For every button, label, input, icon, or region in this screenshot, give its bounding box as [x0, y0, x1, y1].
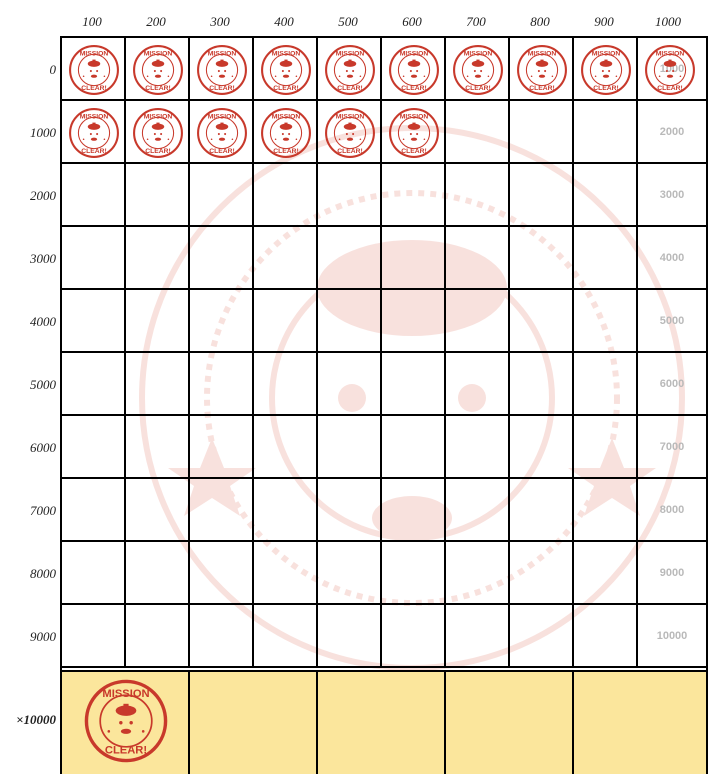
stamp-cell[interactable] — [382, 479, 446, 542]
bonus-cell[interactable] — [574, 672, 706, 774]
mission-clear-stamp — [388, 107, 440, 159]
stamp-cell[interactable] — [318, 227, 382, 290]
svg-text:MISSION: MISSION — [463, 49, 493, 57]
column-header-700: 700 — [466, 14, 486, 29]
stamp-cell[interactable] — [574, 101, 638, 164]
mission-clear-stamp — [132, 44, 184, 96]
stamp-cell[interactable] — [126, 164, 190, 227]
svg-text:CLEAR!: CLEAR! — [273, 84, 299, 92]
bonus-cell[interactable] — [190, 672, 318, 774]
stamp-cell[interactable] — [382, 605, 446, 668]
stamp-cell[interactable] — [190, 542, 254, 605]
svg-text:CLEAR!: CLEAR! — [593, 84, 619, 92]
stamp-cell[interactable] — [126, 353, 190, 416]
stamp-cell[interactable] — [382, 164, 446, 227]
stamp-cell[interactable] — [382, 416, 446, 479]
column-header-100: 100 — [82, 14, 102, 29]
mission-clear-stamp — [644, 44, 696, 96]
mission-clear-stamp — [68, 44, 120, 96]
svg-text:CLEAR!: CLEAR! — [81, 147, 107, 155]
mission-clear-stamp — [324, 107, 376, 159]
stamp-cell[interactable] — [446, 164, 510, 227]
stamp-cell[interactable] — [126, 605, 190, 668]
stamp-cell[interactable] — [254, 290, 318, 353]
stamp-cell[interactable] — [382, 290, 446, 353]
mission-clear-stamp — [196, 44, 248, 96]
stamp-cell[interactable] — [446, 290, 510, 353]
stamp-cell[interactable] — [318, 353, 382, 416]
stamp-cell[interactable] — [254, 416, 318, 479]
stamp-grid — [60, 36, 708, 774]
stamp-cell[interactable] — [382, 353, 446, 416]
stamp-cell[interactable] — [510, 353, 574, 416]
row-total-label: 3000 — [659, 188, 685, 201]
stamp-cell[interactable] — [126, 542, 190, 605]
stamp-cell[interactable] — [190, 164, 254, 227]
column-header-1000: 1000 — [655, 14, 681, 29]
mission-clear-stamp — [83, 678, 169, 764]
bonus-cell[interactable] — [318, 672, 446, 774]
row-total-label: 5000 — [659, 314, 685, 327]
stamp-cell[interactable] — [510, 542, 574, 605]
stamp-cell[interactable] — [318, 416, 382, 479]
svg-text:CLEAR!: CLEAR! — [104, 744, 148, 757]
stamp-cell[interactable] — [510, 605, 574, 668]
stamp-cell[interactable] — [382, 542, 446, 605]
stamp-cell[interactable] — [574, 290, 638, 353]
row-total-label: 4000 — [659, 251, 685, 264]
svg-text:CLEAR!: CLEAR! — [145, 84, 171, 92]
stamp-cell[interactable] — [574, 479, 638, 542]
row-header-0: 0 — [49, 62, 56, 77]
row-total-label: 9000 — [659, 566, 685, 579]
stamp-cell[interactable] — [574, 542, 638, 605]
row-total-label: 7000 — [659, 440, 685, 453]
stamp-cell[interactable] — [510, 227, 574, 290]
svg-text:MISSION: MISSION — [271, 112, 301, 120]
mission-clear-stamp — [516, 44, 568, 96]
stamp-cell[interactable] — [574, 416, 638, 479]
stamp-cell[interactable] — [318, 290, 382, 353]
svg-text:MISSION: MISSION — [527, 49, 557, 57]
column-header-row — [60, 0, 708, 36]
stamp-cell[interactable] — [126, 416, 190, 479]
column-header-900: 900 — [594, 14, 614, 29]
mission-clear-stamp — [388, 44, 440, 96]
mission-clear-stamp — [132, 107, 184, 159]
stamp-cell[interactable] — [318, 479, 382, 542]
svg-text:CLEAR!: CLEAR! — [81, 84, 107, 92]
mission-clear-stamp — [196, 107, 248, 159]
row-header-7000: 7000 — [30, 503, 56, 518]
svg-text:MISSION: MISSION — [143, 49, 173, 57]
stamp-cell[interactable] — [446, 353, 510, 416]
svg-text:CLEAR!: CLEAR! — [337, 147, 363, 155]
stamp-cell[interactable] — [510, 290, 574, 353]
stamp-cell[interactable] — [254, 164, 318, 227]
row-header-2000: 2000 — [30, 188, 56, 203]
svg-text:CLEAR!: CLEAR! — [273, 147, 299, 155]
stamp-cell[interactable] — [62, 290, 126, 353]
mission-clear-stamp — [260, 107, 312, 159]
stamp-cell[interactable] — [126, 227, 190, 290]
stamp-cell[interactable] — [190, 290, 254, 353]
svg-text:CLEAR!: CLEAR! — [401, 147, 427, 155]
row-header-3000: 3000 — [30, 251, 56, 266]
stamp-cell[interactable] — [382, 227, 446, 290]
mission-clear-stamp — [68, 107, 120, 159]
svg-text:MISSION: MISSION — [271, 49, 301, 57]
stamp-cell[interactable] — [446, 101, 510, 164]
column-header-500: 500 — [338, 14, 358, 29]
stamp-cell[interactable] — [126, 479, 190, 542]
mission-clear-stamp — [260, 44, 312, 96]
stamp-cell[interactable] — [62, 227, 126, 290]
row-total-label: 6000 — [659, 377, 685, 390]
svg-text:MISSION: MISSION — [591, 49, 621, 57]
svg-text:MISSION: MISSION — [399, 49, 429, 57]
row-header-6000: 6000 — [30, 440, 56, 455]
stamp-cell[interactable] — [318, 542, 382, 605]
svg-text:MISSION: MISSION — [335, 112, 365, 120]
svg-text:MISSION: MISSION — [399, 112, 429, 120]
stamp-cell[interactable] — [254, 542, 318, 605]
stamp-cell[interactable] — [446, 416, 510, 479]
bonus-cell[interactable] — [446, 672, 574, 774]
svg-text:MISSION: MISSION — [655, 49, 685, 57]
stamp-cell[interactable] — [510, 416, 574, 479]
row-total-label: 2000 — [659, 125, 685, 138]
stamp-cell[interactable] — [446, 479, 510, 542]
svg-text:CLEAR!: CLEAR! — [209, 84, 235, 92]
row-header-9000: 9000 — [30, 629, 56, 644]
stamp-cell[interactable] — [446, 227, 510, 290]
stamp-cell[interactable] — [318, 605, 382, 668]
svg-text:MISSION: MISSION — [207, 112, 237, 120]
stamp-cell[interactable] — [510, 164, 574, 227]
stamp-cell[interactable] — [318, 164, 382, 227]
stamp-cell[interactable] — [126, 290, 190, 353]
stamp-cell[interactable] — [190, 416, 254, 479]
row-header-1000: 1000 — [30, 125, 56, 140]
mission-clear-stamp — [580, 44, 632, 96]
svg-text:CLEAR!: CLEAR! — [145, 147, 171, 155]
svg-text:CLEAR!: CLEAR! — [529, 84, 555, 92]
svg-text:MISSION: MISSION — [143, 112, 173, 120]
svg-text:MISSION: MISSION — [335, 49, 365, 57]
row-total-label: 1000 — [659, 62, 685, 75]
mission-clear-stamp — [324, 44, 376, 96]
stamp-cell[interactable] — [190, 227, 254, 290]
svg-text:CLEAR!: CLEAR! — [657, 84, 683, 92]
stamp-cell[interactable] — [254, 479, 318, 542]
svg-text:CLEAR!: CLEAR! — [465, 84, 491, 92]
stamp-cell[interactable] — [446, 605, 510, 668]
svg-text:MISSION: MISSION — [79, 49, 109, 57]
svg-text:CLEAR!: CLEAR! — [337, 84, 363, 92]
stamp-cell[interactable] — [190, 353, 254, 416]
row-header-8000: 8000 — [30, 566, 56, 581]
row-header-4000: 4000 — [30, 314, 56, 329]
row-total-label: 10000 — [656, 629, 688, 642]
bonus-row-label: ×10000 — [16, 712, 56, 727]
stamp-cell[interactable] — [510, 479, 574, 542]
stamp-cell[interactable] — [62, 605, 126, 668]
svg-text:CLEAR!: CLEAR! — [209, 147, 235, 155]
column-header-400: 400 — [274, 14, 294, 29]
stamp-cell[interactable] — [62, 353, 126, 416]
svg-text:MISSION: MISSION — [102, 687, 150, 700]
stamp-cell[interactable] — [574, 227, 638, 290]
stamp-cell[interactable] — [510, 101, 574, 164]
stamp-cell[interactable] — [446, 542, 510, 605]
svg-text:CLEAR!: CLEAR! — [401, 84, 427, 92]
row-header-5000: 5000 — [30, 377, 56, 392]
svg-text:MISSION: MISSION — [79, 112, 109, 120]
svg-text:MISSION: MISSION — [207, 49, 237, 57]
stamp-cell[interactable] — [62, 542, 126, 605]
row-total-label: 8000 — [659, 503, 685, 516]
stamp-cell[interactable] — [62, 416, 126, 479]
stamp-cell[interactable] — [574, 353, 638, 416]
column-header-800: 800 — [530, 14, 550, 29]
stamp-cell[interactable] — [254, 227, 318, 290]
stamp-cell[interactable] — [190, 605, 254, 668]
stamp-cell[interactable] — [190, 479, 254, 542]
stamp-cell[interactable] — [254, 605, 318, 668]
column-header-600: 600 — [402, 14, 422, 29]
stamp-cell[interactable] — [574, 164, 638, 227]
mission-clear-stamp — [452, 44, 504, 96]
stamp-cell[interactable] — [254, 353, 318, 416]
column-header-200: 200 — [146, 14, 166, 29]
stamp-cell[interactable] — [574, 605, 638, 668]
stamp-cell[interactable] — [62, 164, 126, 227]
column-header-300: 300 — [210, 14, 230, 29]
stamp-cell[interactable] — [62, 479, 126, 542]
